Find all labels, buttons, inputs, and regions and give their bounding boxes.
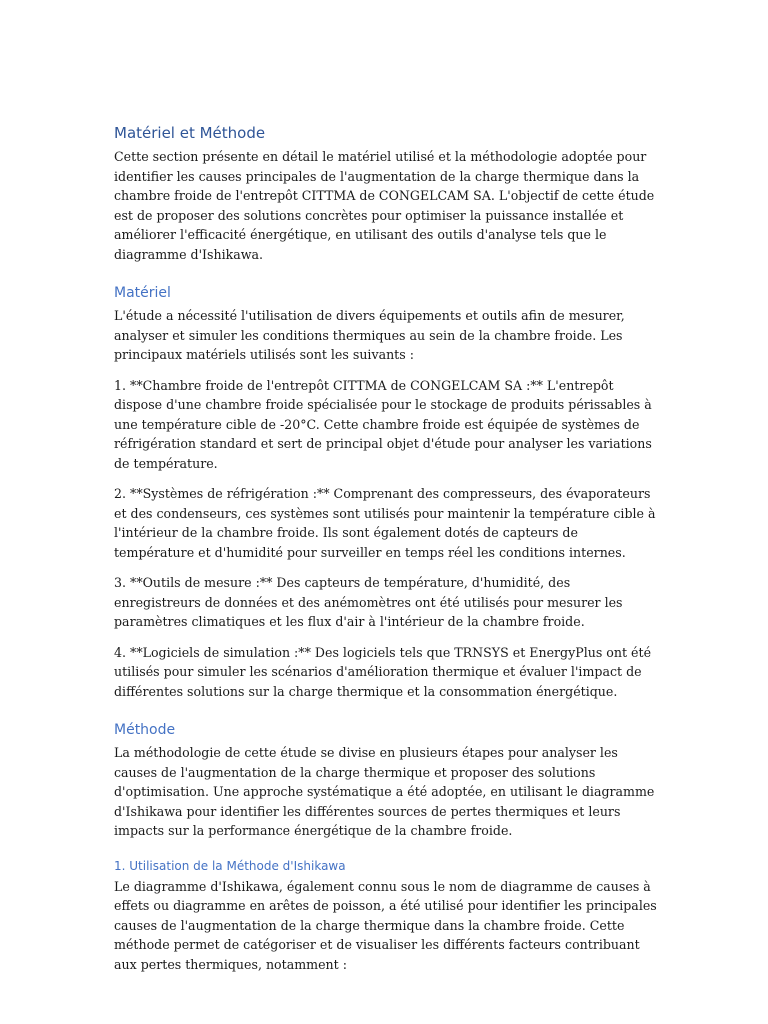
methode-intro-paragraph: La méthodologie de cette étude se divise en plusieurs étapes pour analyser les causes de l'augmentation de la charge thermique et proposer des solutions d'optimisation. Une approche systématique a été adoptée, en utilisant le diagramme d'Ishikawa pour identifier les différentes sources de pertes thermiques et leurs impacts sur la performance énergétique de la chambre froide. <box>114 745 655 838</box>
methode-heading: Méthode <box>114 722 176 738</box>
intro-paragraph: Cette section présente en détail le matériel utilisé et la méthodologie adoptée pour identifier les causes principales de l'augmentation de la charge thermique dans la chambre froide de l'entrepôt CITTMA de CONGELCAM SA. L'objectif de cette étude est de proposer des solutions concrètes pour optimiser la puissance installée et améliorer l'efficacité énergétique, en utilisant des outils d'analyse tels que le diagramme d'Ishikawa. <box>114 149 655 262</box>
materiel-item: 4. **Logiciels de simulation :** Des logiciels tels que TRNSYS et EnergyPlus ont été utilisés pour simuler les scénarios d'amélioration thermique et évaluer l'impact de différentes solutions sur la charge thermique et la consommation énergétique. <box>114 644 652 699</box>
materiel-item: 1. **Chambre froide de l'entrepôt CITTMA de CONGELCAM SA :** L'entrepôt dispose d'une chambre froide spécialisée pour le stockage de produits périssables à une température cible de -20°C. Cette chambre froide est équipée de systèmes de réfrigération standard et sert de principal objet d'étude pour analyser les variations de température. <box>114 377 652 471</box>
materiel-heading: Matériel <box>114 285 171 301</box>
materiel-intro-paragraph: L'étude a nécessité l'utilisation de divers équipements et outils afin de mesurer, analyser et simuler les conditions thermiques au sein de la chambre froide. Les principaux matériels utilisés sont les suivants : <box>114 308 625 362</box>
document-page <box>114 122 659 985</box>
materiel-item: 2. **Systèmes de réfrigération :** Comprenant des compresseurs, des évaporateurs et des condenseurs, ces systèmes sont utilisés pour maintenir la température cible à l'intérieur de la chambre froide. Ils sont également dotés de capteurs de température et d'humidité pour surveiller en temps réel les conditions internes. <box>114 486 656 560</box>
ishikawa-paragraph: Le diagramme d'Ishikawa, également connu sous le nom de diagramme de causes à effets ou diagramme en arêtes de poisson, a été utilisé pour identifier les principales causes de l'augmentation de la charge thermique dans la chambre froide. Cette méthode permet de catégoriser et de visualiser les différents facteurs contribuant aux pertes thermiques, notamment : <box>114 878 657 972</box>
document-title: Matériel et Méthode <box>114 124 266 142</box>
materiel-item: 3. **Outils de mesure :** Des capteurs de température, d'humidité, des enregistreurs de données et des anémomètres ont été utilisés pour mesurer les paramètres climatiques et les flux d'air à l'intérieur de la chambre froide. <box>114 575 623 629</box>
ishikawa-subheading: 1. Utilisation de la Méthode d'Ishikawa <box>114 858 346 873</box>
